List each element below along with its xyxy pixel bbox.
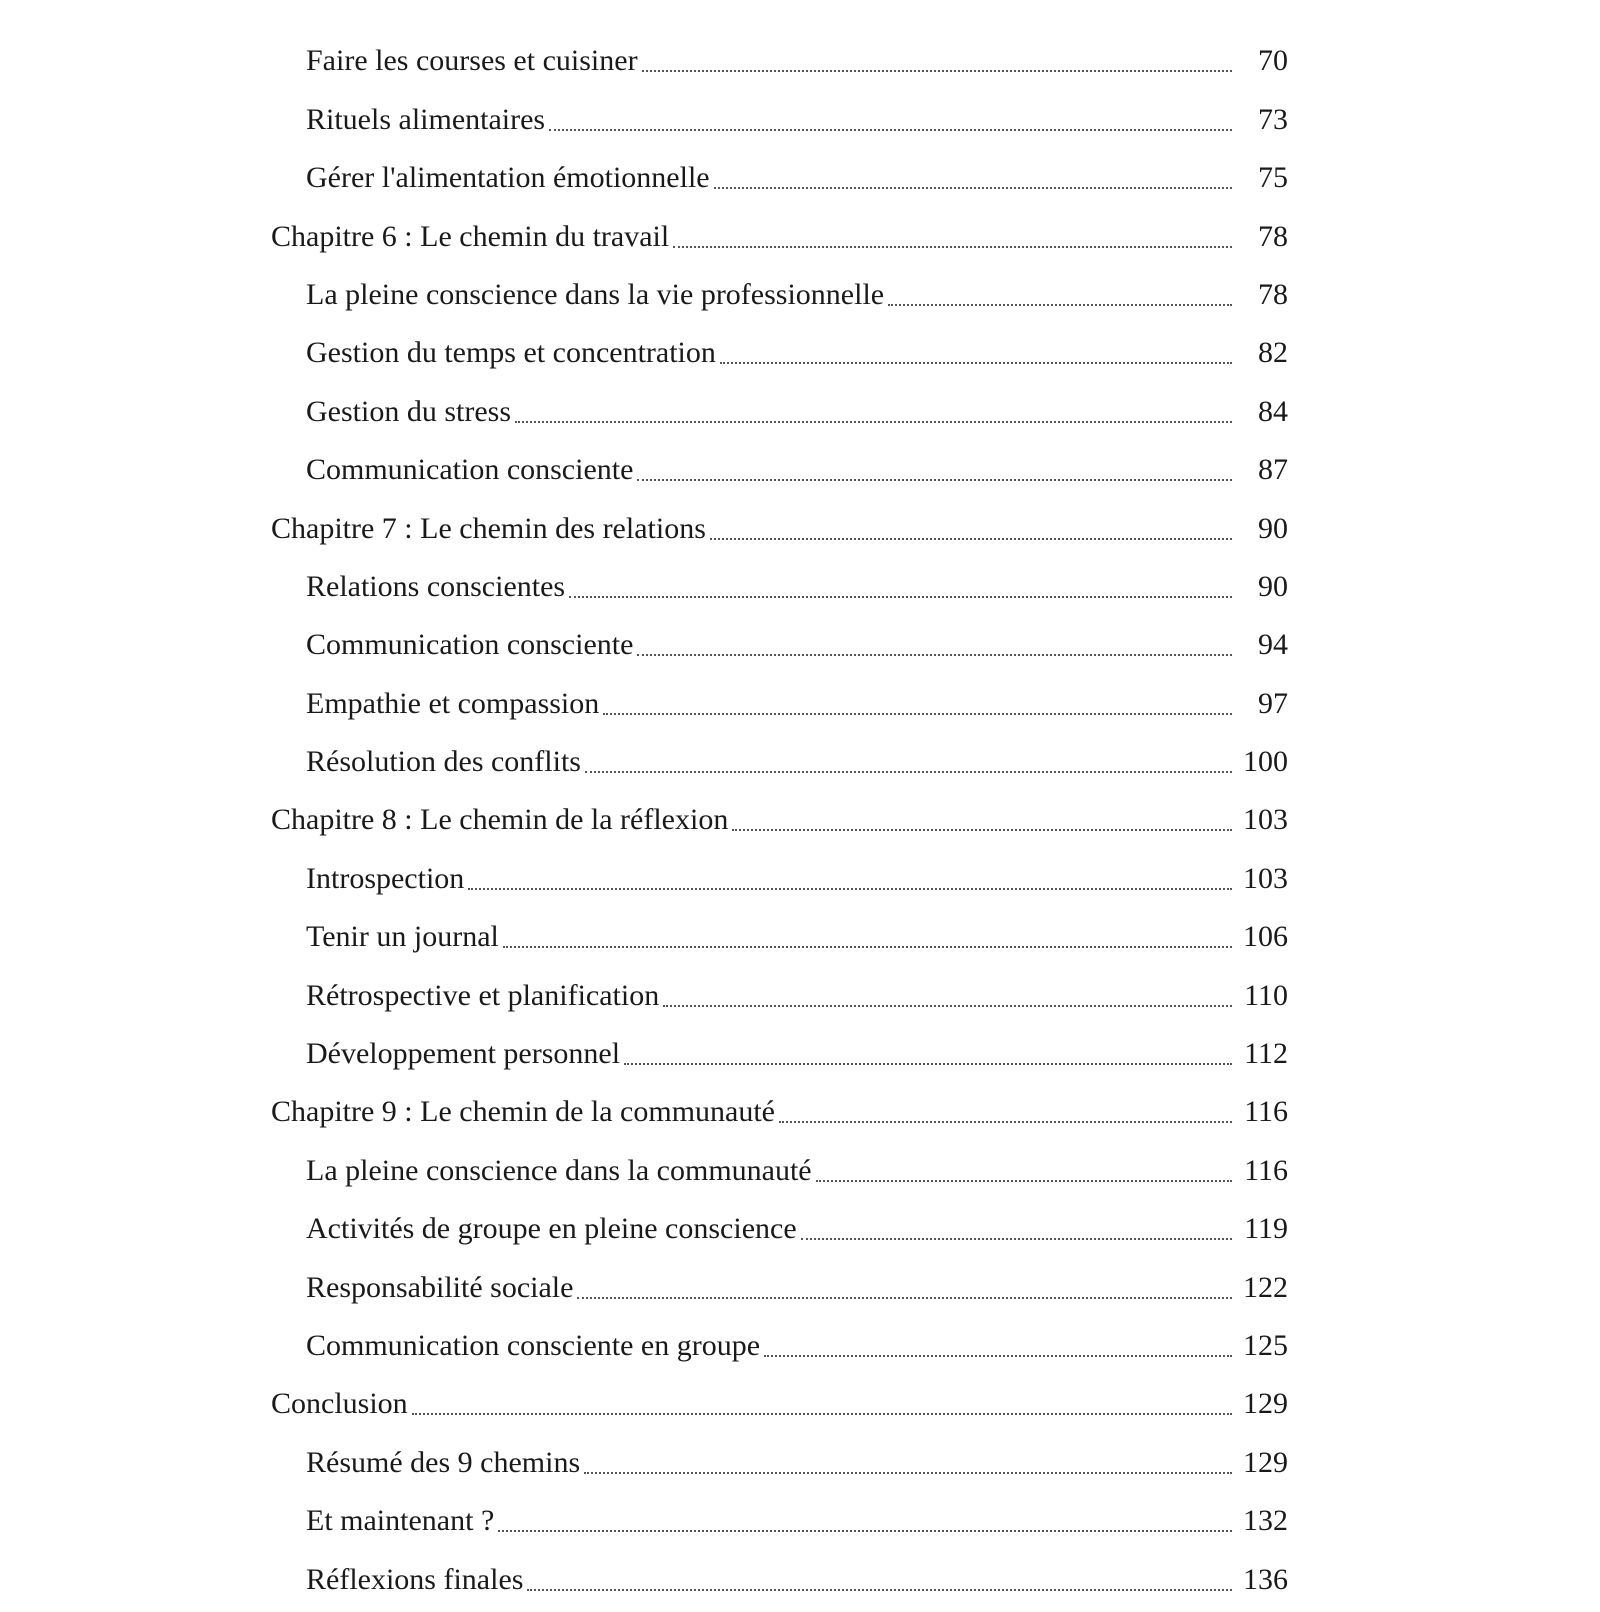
toc-section-entry[interactable] [0, 1028, 1600, 1086]
toc-page-number: 116 [1244, 1153, 1288, 1187]
toc-entry-label: Faire les courses et cuisiner [306, 44, 638, 78]
toc-dot-leader [527, 1589, 1232, 1591]
toc-dot-leader [569, 596, 1232, 598]
toc-section-entry[interactable] [0, 1495, 1600, 1553]
toc-entry-label: Développement personnel [306, 1037, 621, 1071]
toc-entry-label: Activités de groupe en pleine conscience [306, 1212, 797, 1246]
toc-section-entry[interactable] [0, 911, 1600, 969]
toc-dot-leader [549, 129, 1232, 131]
toc-entry-label: Relations conscientes [306, 569, 566, 603]
toc-page-number: 116 [1244, 1095, 1288, 1129]
toc-section-entry[interactable] [0, 969, 1600, 1027]
toc-dot-leader [585, 771, 1232, 773]
toc-page-number: 73 [1258, 102, 1288, 136]
toc-dot-leader [503, 946, 1232, 948]
toc-section-entry[interactable] [0, 561, 1600, 619]
toc-dot-leader [779, 1121, 1232, 1123]
toc-section-entry[interactable] [0, 269, 1600, 327]
toc-dot-leader [515, 421, 1232, 423]
toc-page-number: 90 [1258, 511, 1288, 545]
toc-entry-label: La pleine conscience dans la vie professionnelle [306, 277, 885, 311]
toc-dot-leader [801, 1238, 1232, 1240]
toc-entry-label: Réflexions finales [306, 1562, 524, 1596]
toc-chapter-entry[interactable] [0, 502, 1600, 560]
toc-chapter-entry[interactable] [0, 794, 1600, 852]
toc-page-number: 84 [1258, 394, 1288, 428]
toc-page-number: 110 [1244, 978, 1288, 1012]
toc-section-entry[interactable] [0, 152, 1600, 210]
toc-dot-leader [603, 713, 1232, 715]
toc-dot-leader [637, 654, 1232, 656]
toc-entry-label: Chapitre 9 : Le chemin de la communauté [271, 1095, 775, 1129]
toc-section-entry[interactable] [0, 327, 1600, 385]
toc-entry-label: Rétrospective et planification [306, 978, 660, 1012]
toc-page-number: 103 [1243, 861, 1288, 895]
toc-page-number: 70 [1258, 44, 1288, 78]
toc-entry-label: Communication consciente [306, 628, 634, 662]
toc-entry-label: Tenir un journal [306, 920, 499, 954]
toc-section-entry[interactable] [0, 1261, 1600, 1319]
toc-entry-label: Communication consciente en groupe [306, 1328, 761, 1362]
toc-section-entry[interactable] [0, 852, 1600, 910]
toc-page-number: 100 [1243, 745, 1288, 779]
toc-dot-leader [764, 1355, 1232, 1357]
toc-chapter-entry[interactable] [0, 210, 1600, 268]
toc-dot-leader [710, 538, 1232, 540]
toc-entry-label: Conclusion [271, 1387, 408, 1421]
toc-section-entry[interactable] [0, 93, 1600, 151]
toc-dot-leader [498, 1530, 1232, 1532]
toc-entry-label: Chapitre 8 : Le chemin de la réflexion [271, 803, 729, 837]
toc-page-number: 97 [1258, 686, 1288, 720]
toc-entry-label: Résumé des 9 chemins [306, 1445, 581, 1479]
toc-dot-leader [412, 1413, 1232, 1415]
toc-dot-leader [720, 362, 1232, 364]
toc-section-entry[interactable] [0, 1436, 1600, 1494]
toc-page-number: 75 [1258, 161, 1288, 195]
toc-page-number: 106 [1243, 920, 1288, 954]
toc-chapter-entry[interactable] [0, 1378, 1600, 1436]
toc-section-entry[interactable] [0, 444, 1600, 502]
toc-section-entry[interactable] [0, 1203, 1600, 1261]
toc-entry-label: Gérer l'alimentation émotionnelle [306, 161, 710, 195]
toc-page-number: 129 [1243, 1445, 1288, 1479]
toc-page-number: 103 [1243, 803, 1288, 837]
toc-dot-leader [888, 304, 1232, 306]
toc-entry-label: Introspection [306, 861, 465, 895]
toc-dot-leader [624, 1063, 1232, 1065]
toc-page-number: 94 [1258, 628, 1288, 662]
toc-entry-label: La pleine conscience dans la communauté [306, 1153, 812, 1187]
toc-entry-label: Résolution des conflits [306, 745, 581, 779]
toc-entry-label: Gestion du temps et concentration [306, 336, 716, 370]
toc-entry-label: Chapitre 6 : Le chemin du travail [271, 219, 670, 253]
toc-dot-leader [637, 479, 1232, 481]
toc-page-number: 82 [1258, 336, 1288, 370]
toc-dot-leader [584, 1472, 1232, 1474]
toc-section-entry[interactable] [0, 35, 1600, 93]
toc-section-entry[interactable] [0, 1144, 1600, 1202]
toc-page-number: 78 [1258, 277, 1288, 311]
toc-section-entry[interactable] [0, 736, 1600, 794]
toc-section-entry[interactable] [0, 1553, 1600, 1611]
toc-entry-label: Rituels alimentaires [306, 102, 546, 136]
toc-page-number: 90 [1258, 569, 1288, 603]
toc-entry-label: Communication consciente [306, 453, 634, 487]
toc-dot-leader [816, 1180, 1232, 1182]
toc-entry-label: Et maintenant ? [306, 1504, 495, 1538]
toc-entry-label: Responsabilité sociale [306, 1270, 574, 1304]
toc-section-entry[interactable] [0, 619, 1600, 677]
toc-page-number: 87 [1258, 453, 1288, 487]
toc-section-entry[interactable] [0, 677, 1600, 735]
toc-entry-label: Empathie et compassion [306, 686, 600, 720]
toc-section-entry[interactable] [0, 1320, 1600, 1378]
toc-page-number: 122 [1243, 1270, 1288, 1304]
toc-entry-label: Chapitre 7 : Le chemin des relations [271, 511, 706, 545]
toc-dot-leader [732, 829, 1232, 831]
toc-entry-label: Gestion du stress [306, 394, 511, 428]
toc-page-number: 119 [1244, 1212, 1288, 1246]
toc-chapter-entry[interactable] [0, 1086, 1600, 1144]
toc-page-number: 78 [1258, 219, 1288, 253]
toc-page-number: 136 [1243, 1562, 1288, 1596]
toc-dot-leader [714, 187, 1232, 189]
table-of-contents [0, 35, 1600, 1612]
toc-dot-leader [663, 1005, 1232, 1007]
toc-dot-leader [673, 246, 1232, 248]
toc-page-number: 132 [1243, 1504, 1288, 1538]
toc-dot-leader [577, 1297, 1232, 1299]
toc-page-number: 129 [1243, 1387, 1288, 1421]
toc-section-entry[interactable] [0, 385, 1600, 443]
toc-page-number: 112 [1244, 1037, 1288, 1071]
toc-dot-leader [468, 888, 1232, 890]
toc-page-number: 125 [1243, 1328, 1288, 1362]
toc-dot-leader [642, 70, 1232, 72]
